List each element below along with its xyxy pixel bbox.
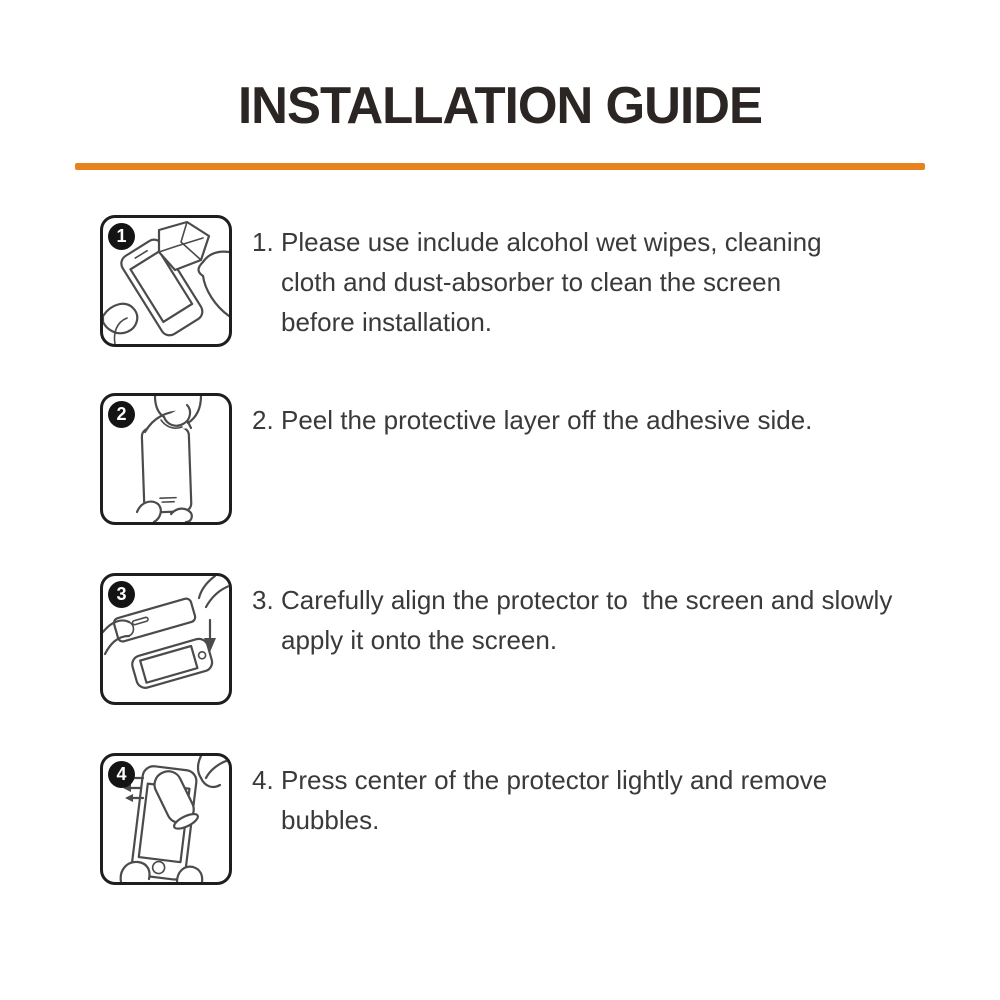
page-title: INSTALLATION GUIDE [237,77,762,135]
step-1-line-2: cloth and dust-absorber to clean the screen [281,267,782,297]
step-3-line-2: apply it onto the screen. [281,625,558,655]
step-4-illustration-box [100,753,232,885]
step-1-text [252,215,822,342]
step-2-illustration-box [100,393,232,525]
step-1-number: 1. [252,227,274,257]
step-3-row [100,573,892,705]
step-4-line-2: bubbles. [281,805,380,835]
orange-divider-rule [75,163,925,170]
step-3-text [252,573,892,660]
step-1-number-badge: 1 [108,223,135,250]
step-2-line-1: Peel the protective layer off the adhesive side. [281,405,813,435]
step-2-text [252,393,812,440]
step-3-illustration-box [100,573,232,705]
step-4-number-badge: 4 [108,761,135,788]
step-1-line-1: Please use include alcohol wet wipes, cleaning [281,227,822,257]
step-1-row [100,215,822,347]
step-4-line-1: Press center of the protector lightly and remove [281,765,828,795]
step-4-row [100,753,827,885]
step-3-number: 3. [252,585,274,615]
step-2-row [100,393,812,525]
step-1-line-3: before installation. [281,307,493,337]
step-1-illustration-box [100,215,232,347]
step-3-line-1: Carefully align the protector to the screen and slowly [281,585,893,615]
step-4-text [252,753,827,840]
step-2-number-badge: 2 [108,401,135,428]
step-2-number: 2. [252,405,274,435]
step-4-number: 4. [252,765,274,795]
step-3-number-badge: 3 [108,581,135,608]
